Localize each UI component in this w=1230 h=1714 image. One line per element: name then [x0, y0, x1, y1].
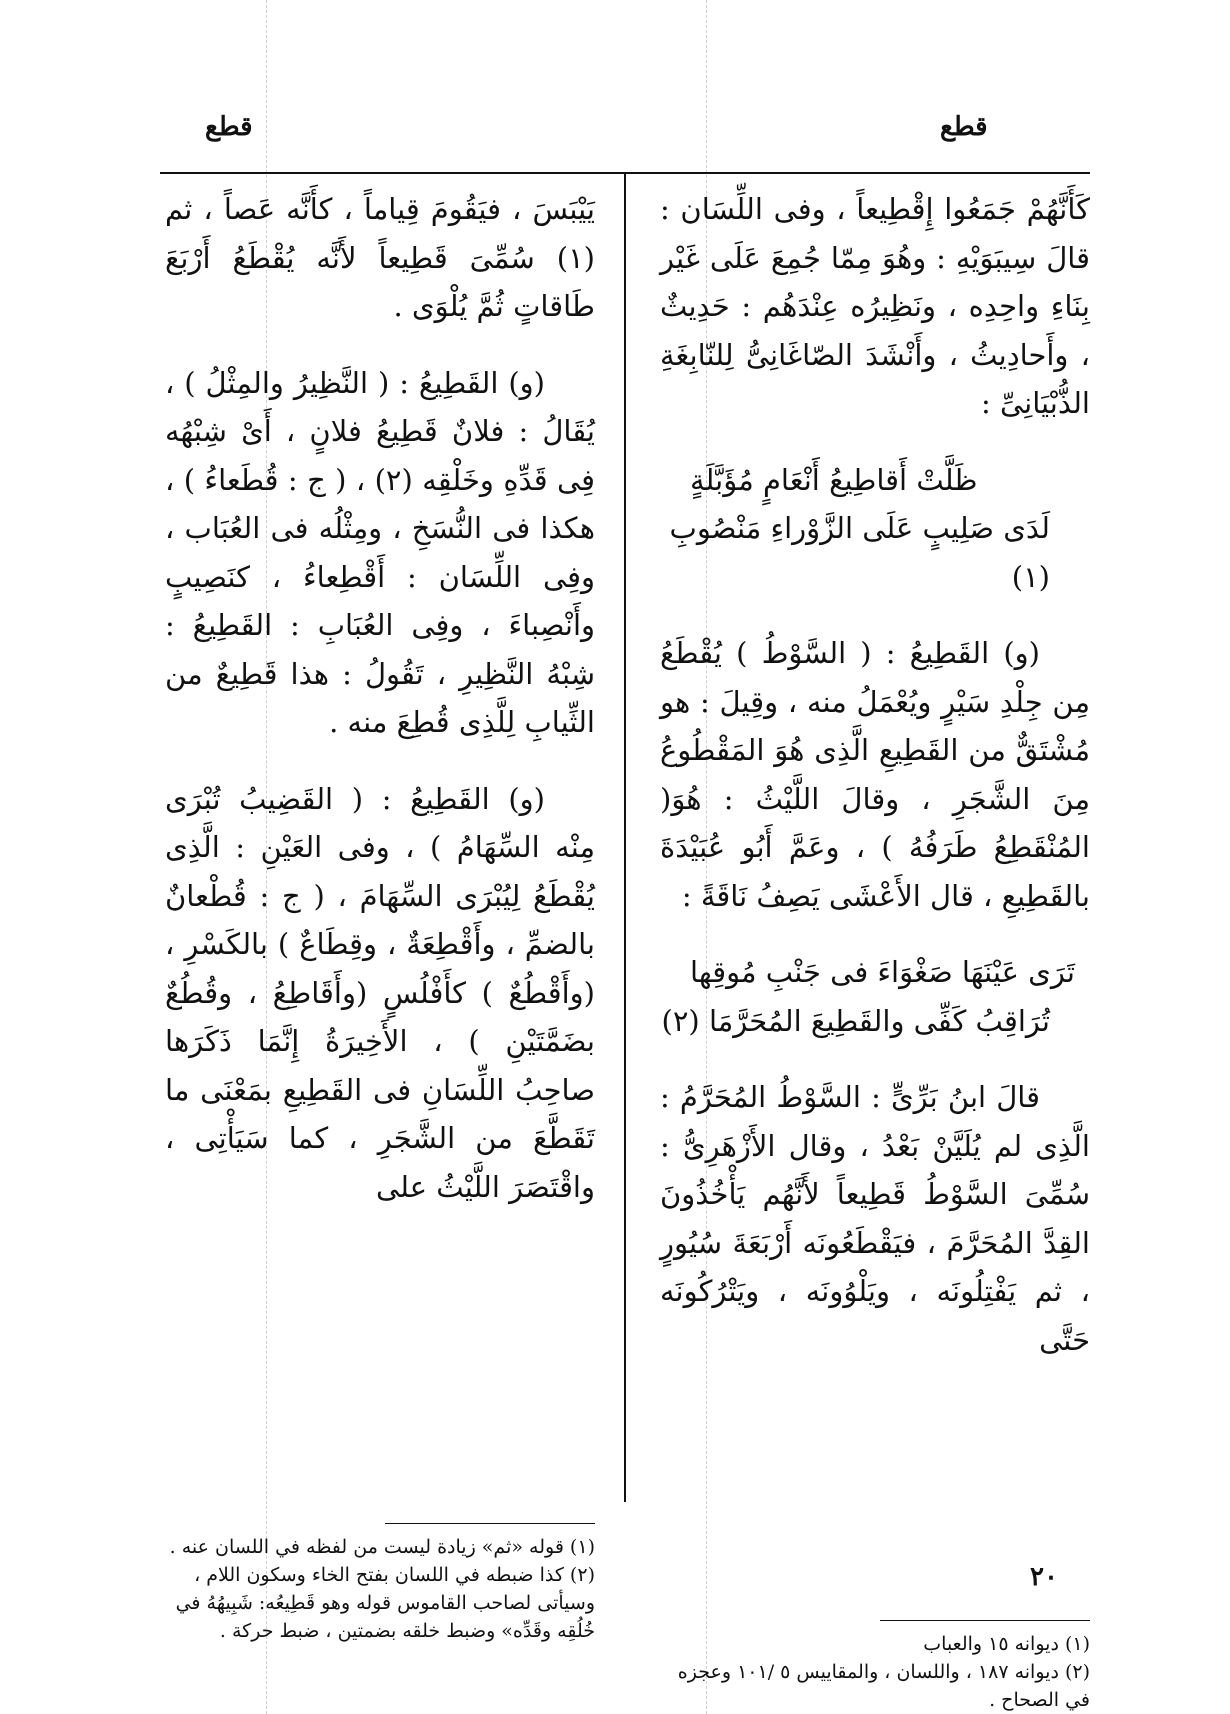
footnote: (٢) كذا ضبطه في اللسان بفتح الخاء وسكون اللام ، وسيأتى لصاحب القاموس قوله وهو قَطِيعُه: شَبِيهُهُ في خُلُقِه وقَدِّه» وضبط خلقه بضمتين ، ضبط حركة . [175, 1564, 595, 1642]
running-header-right: قطع [940, 112, 988, 142]
footnotes-right [660, 1630, 1090, 1714]
footnote: (٢) ديوانه ١٨٧ ، واللسان ، والمقاييس ٥ /١٠١ وعجزه في الصحاح . [677, 1661, 1090, 1711]
footnote: (١) قوله «ثم» زيادة ليست من لفظه في اللسان عنه . [169, 1536, 595, 1558]
verse-block [660, 948, 1090, 1045]
entry-paragraph: كَأَنَّهُمْ جَمَعُوا إِقْطِيعاً ، وفى اللِّسَان : قالَ سِيبَوَيْهِ : وهُوَ مِمّا جُمِعَ عَلَى غَيْر بِنَاءِ واحِدِه ، ونَظِيرُه عِنْدَهُم : حَدِيثٌ ، وأَحادِيثُ ، وأَنْشَدَ الصّاغَانِىُّ لِلنّابِغَةِ الذُّبْيَانِىِّ : [660, 192, 1090, 420]
entry-paragraph: قالَ ابنُ بَرِّىٍّ : السَّوْطُ المُحَرَّمُ : الَّذِى لم يُلَيَّنْ بَعْدُ ، وقال الأَزْهَرِىُّ : سُمِّىَ السَّوْطُ قَطِيعاً لأَنَّهُم يَأْخُذُونَ القِدَّ المُحَرَّمَ ، فيَقْطَعُونَه أَرْبَعَةَ سُيُورٍ ، ثم يَفْتِلُونَه ، ويَلْوُونَه ، ويَتْرُكُونَه حَتَّى [660, 1080, 1090, 1357]
footnote-rule [880, 1620, 1090, 1621]
footnote: (١) ديوانه ١٥ والعباب [923, 1633, 1090, 1655]
footnotes-left [165, 1533, 595, 1645]
footnote-rule [385, 1523, 595, 1524]
verse-hemistich: ظَلَّتْ أَقاطِيعُ أَنْعَامٍ مُؤَبَّلَةٍ [690, 462, 978, 497]
running-header-left: قطع [205, 112, 253, 142]
verse-block [660, 456, 1090, 602]
entry-paragraph: يَيْبَسَ ، فيَقُومَ قِياماً ، كأَنَّه عَصاً ، ثم (١) سُمِّىَ قَطِيعاً لأَنَّه يُقْطَعُ أَرْبَعَ طَاقاتٍ ثُمَّ يُلْوَى . [165, 192, 595, 323]
entry-paragraph: (و) القَطِيعُ : ( السَّوْطُ ) يُقْطَعُ مِن جِلْدِ سَيْرٍ ويُعْمَلُ منه ، وقِيلَ : هو مُشْتَقٌّ من القَطِيعِ الَّذِى هُوَ المَقْطُوعُ مِنَ الشَّجَرِ ، وقالَ اللَّيْثُ : هُوَ( المُنْقَطِعُ طَرَفُهُ ) ، وعَمَّ أَبُو عُبَيْدَةَ بالقَطِيعِ ، قال الأَعْشَى يَصِفُ نَاقَةً : [660, 636, 1090, 913]
verse-hemistich: تُرَاقِبُ كَفِّى والقَطِيعَ المُحَرَّمَا (٢) [661, 1003, 1050, 1038]
verse-hemistich: لَدَى صَلِيبٍ عَلَى الزَّوْراءِ مَنْصُوبِ (١) [669, 511, 1050, 594]
entry-paragraph: (و) القَطِيعُ : ( القَضِيبُ تُبْرَى مِنْه السِّهَامُ ) ، وفى العَيْنِ : الَّذِى يُقْطَعُ لِيُبْرَى السِّهَامَ ، ( ج : قُطْعانٌ بالضمِّ ، وأَقْطِعَةٌ ، وقِطَاعٌ ) بالكَسْرِ ، (وأَقْطُعٌ ) كأَفْلُسٍ (وأَقَاطِعُ ، وقُطُعٌ بضَمَّتَيْنِ ) ، الأَخِيرَةُ إِنَّمَا ذَكَرَها صاحِبُ اللِّسَانِ فى القَطِيعِ بمَعْنَى ما تَقَطَّعَ من الشَّجَرِ ، كما سَيَأْتِى ، واقْتَصَرَ اللَّيْثُ على [165, 781, 595, 1204]
left-column [165, 185, 595, 1239]
right-column [660, 185, 1090, 1392]
verse-hemistich: تَرَى عَيْنَهَا صَغْوَاءَ فى جَنْبِ مُوقِها [690, 955, 1075, 989]
page-number: ٢٠ [1030, 1562, 1058, 1592]
column-divider [624, 172, 626, 1502]
entry-paragraph: (و) القَطِيعُ : ( النَّظِيرُ والمِثْلُ ) ، يُقَالُ : فلانٌ قَطِيعُ فلانٍ ، أَىْ شِبْهُه فِى قَدِّهِ وخَلْقِه (٢) ، ( ج : قُطَعاءُ ) ، هكذا فى النُّسَخِ ، ومِثْلُه فى العُبَاب ، وفِى اللِّسَان : أَقْطِعاءُ ، كنَصِيبٍ وأَنْصِباءَ ، وفِى العُبَابِ : القَطِيعُ : شِبْهُ النَّظِيرِ ، تَقُولُ : هذا قَطِيعٌ من الثِّيابِ لِلَّذِى قُطِعَ منه . [165, 365, 596, 739]
